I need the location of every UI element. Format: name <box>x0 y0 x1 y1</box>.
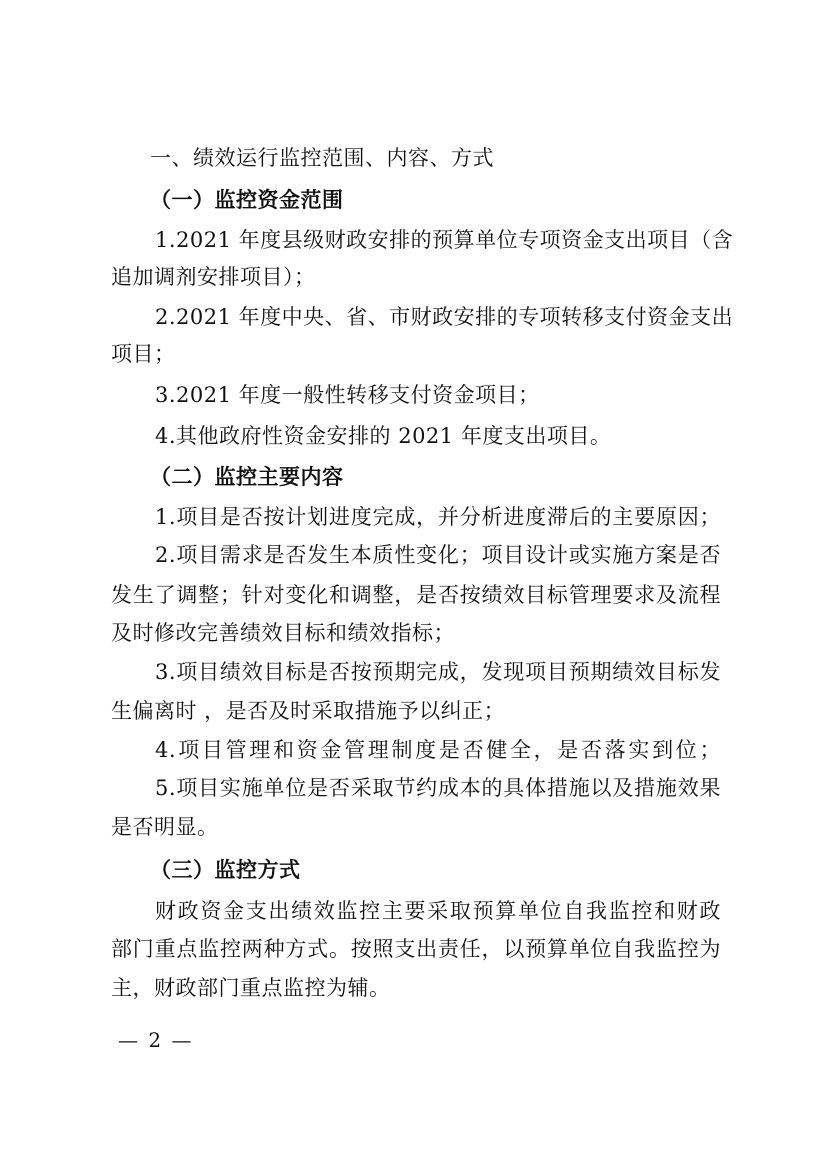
paragraph-line: 4.其他政府性资金安排的 2021 年度支出项目。 <box>155 424 612 448</box>
paragraph-line: 部门重点监控两种方式。按照支出责任，以预算单位自我监控为 <box>111 937 721 961</box>
section-title-2: （二）监控主要内容 <box>150 464 344 489</box>
section-title-1: （一）监控资金范围 <box>150 187 344 212</box>
main-heading: 一、绩效运行监控范围、内容、方式 <box>150 146 494 170</box>
paragraph-line: 3.项目绩效目标是否按预期完成，发现项目预期绩效目标发 <box>155 660 721 684</box>
page-number: — 2 — <box>118 1028 194 1052</box>
paragraph-line: 生偏离时 ，是否及时采取措施予以纠正； <box>111 699 506 723</box>
paragraph-line: 是否明显。 <box>111 815 219 839</box>
paragraph-line: 及时修改完善绩效目标和绩效指标； <box>111 621 455 645</box>
paragraph-line: 4.项目管理和资金管理制度是否健全，是否落实到位； <box>155 738 721 762</box>
paragraph-line: 主，财政部门重点监控为辅。 <box>111 976 391 1000</box>
paragraph-line: 1.2021 年度县级财政安排的预算单位专项资金支出项目（含 <box>155 228 734 252</box>
section-title-3: （三）监控方式 <box>150 857 301 882</box>
paragraph-line: 项目； <box>111 342 176 366</box>
paragraph-line: 1.项目是否按计划进度完成，并分析进度滞后的主要原因； <box>155 505 721 529</box>
paragraph-line: 2.2021 年度中央、省、市财政安排的专项转移支付资金支出 <box>155 305 734 329</box>
paragraph-line: 5.项目实施单位是否采取节约成本的具体措施以及措施效果 <box>155 776 721 800</box>
paragraph-line: 追加调剂安排项目）； <box>111 265 316 289</box>
paragraph-line: 财政资金支出绩效监控主要采取预算单位自我监控和财政 <box>155 899 721 923</box>
paragraph-line: 发生了调整；针对变化和调整，是否按绩效目标管理要求及流程 <box>111 583 721 607</box>
paragraph-line: 3.2021 年度一般性转移支付资金项目； <box>155 383 540 407</box>
paragraph-line: 2.项目需求是否发生本质性变化；项目设计或实施方案是否 <box>155 543 721 567</box>
